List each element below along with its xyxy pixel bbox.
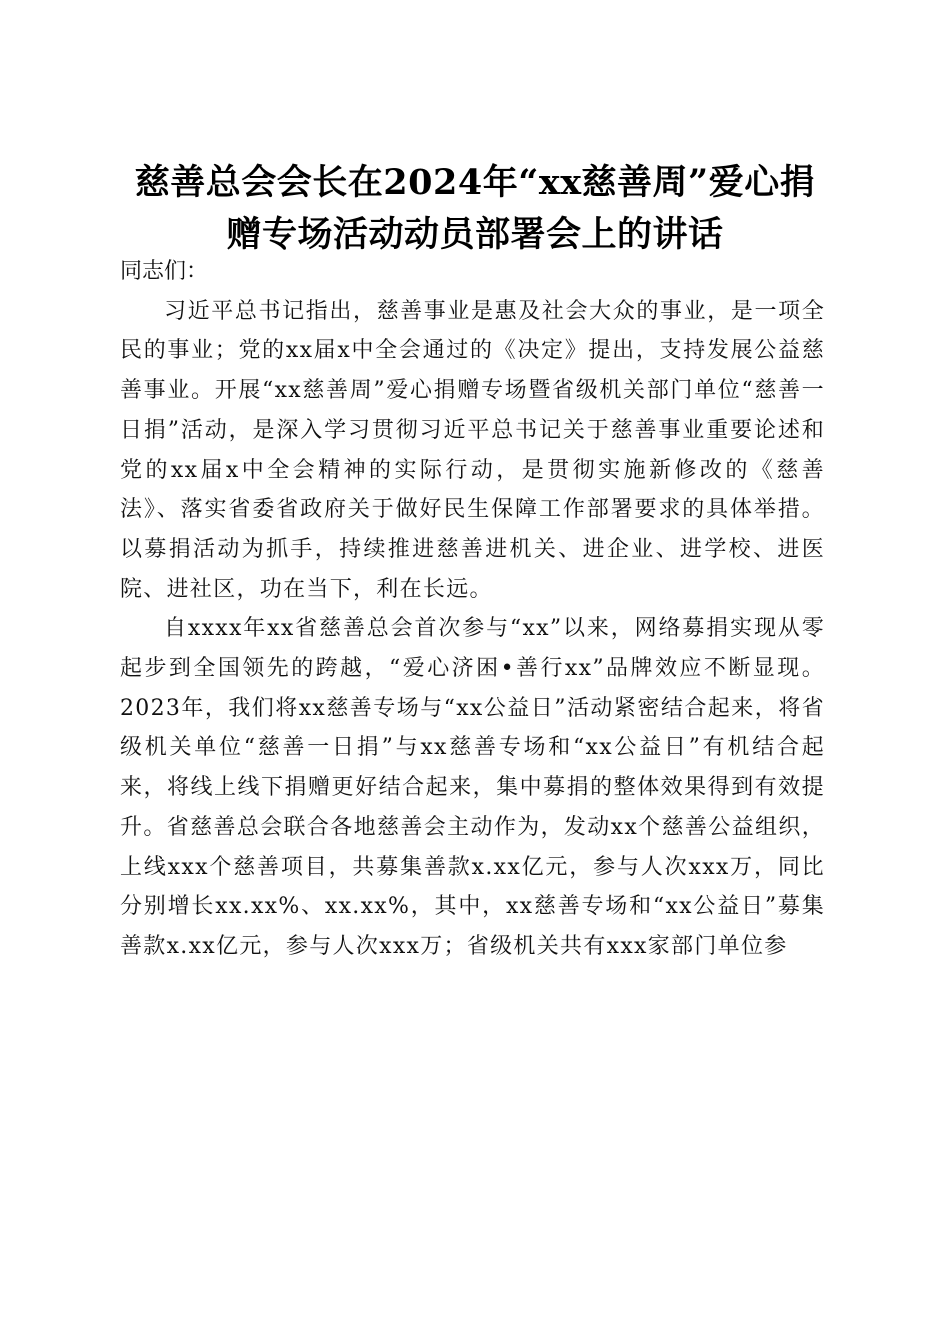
- document-title: [100, 157, 850, 261]
- paragraph-1: 习近平总书记指出，慈善事业是惠及社会大众的事业，是一项全民的事业；党的xx届x中全会通过的《决定》提出，支持发展公益慈善事业。开展“xx慈善周”爱心捐赠专场暨省级机关部门单位“慈善一日捐”活动，是深入学习贯彻习近平总书记关于慈善事业重要论述和党的xx届x中全会精神的实际行动，是贯彻实施新修改的《慈善法》、落实省委省政府关于做好民生保障工作部署要求的具体举措。以募捐活动为抓手，持续推进慈善进机关、进企业、进学校、进医院、进社区，功在当下，利在长远。: [120, 298, 825, 602]
- salutation: 同志们：: [120, 259, 209, 284]
- paragraph-2: 自xxxx年xx省慈善总会首次参与“xx”以来，网络募捐实现从零起步到全国领先的跨越，“爱心济困•善行xx”品牌效应不断显现。2023年，我们将xx慈善专场与“xx公益日”活动紧密结合起来，将省级机关单位“慈善一日捐”与xx慈善专场和“xx公益日”有机结合起来，将线上线下捐赠更好结合起来，集中募捐的整体效果得到有效提升。省慈善总会联合各地慈善会主动作为，发动xx个慈善公益组织，上线xxx个慈善项目，共募集善款x.xx亿元，参与人次xxx万，同比分别增长xx.xx%、xx.xx%，其中，xx慈善专场和“xx公益日”募集善款x.xx亿元，参与人次xxx万；省级机关共有xxx家部门单位参: [120, 616, 825, 959]
- document-body: [120, 252, 825, 967]
- title-line-2: 赠专场活动动员部署会上的讲话: [226, 214, 724, 256]
- title-line-1: 慈善总会会长在2024年“xx慈善周”爱心捐: [134, 162, 816, 204]
